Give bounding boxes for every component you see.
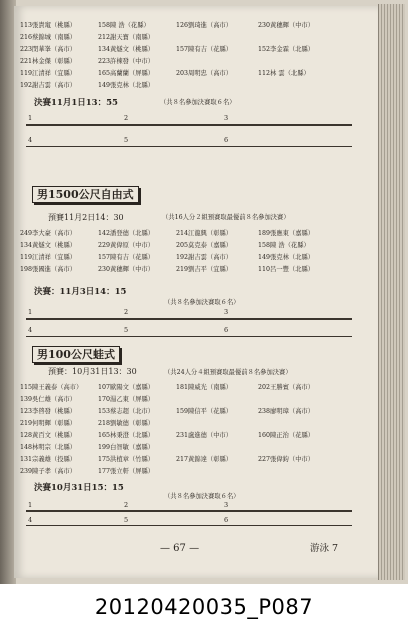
image-caption: 20120420035_P087 [94,595,314,619]
entry: 217黃錦達（彰縣） [176,456,233,463]
event-title: 男1500公尺自由式 [32,186,139,203]
entry: 157陳有吉（花縣） [176,46,233,53]
entry: 126劉琦進（高市） [176,22,233,29]
entry: 218劉敏德（彰縣） [98,420,155,427]
lane-number: 5 [124,516,129,524]
entry: 153蔡志超（北市） [98,408,155,415]
lane-number: 1 [28,114,33,122]
lane-divider [26,124,352,126]
entry: 107歐陽文（嘉縣） [98,384,155,391]
entry: 123李啓發（桃縣） [20,408,77,415]
entry-row [14,44,378,55]
lane-number: 3 [224,501,229,509]
entry-row [14,418,378,429]
entry: 139吳仁雄（高市） [20,396,77,403]
lane-number: 5 [124,326,129,334]
lane-number: 6 [224,326,229,334]
final-time: 決賽11月1日13：55 [34,98,118,108]
entry: 198張國進（高市） [20,266,77,273]
lane-number: 4 [28,136,33,144]
entry-row [14,68,378,79]
entry: 112林 雲（北縣） [258,70,310,77]
entry: 158陳 浩（花縣） [258,242,310,249]
final-note: （共８名參加決賽取６名） [164,299,240,306]
entry-row [14,454,378,465]
entry: 159陳信平（花縣） [176,408,233,415]
lane-number: 2 [124,308,129,316]
heat-time: 預賽：10月31日13：30 [48,367,137,376]
entry: 219劉吉平（宜縣） [176,266,233,273]
entry: 214江龍興（彰縣） [176,230,233,237]
entry: 134黃燧文（桃縣） [20,242,77,249]
heat-note: （共16人分２組預賽取最優前８名參加決賽） [162,214,290,221]
lane-number: 6 [224,516,229,524]
entry-row [14,80,378,91]
entry: 115陳王義泰（高市） [20,384,83,391]
entry-row [14,240,378,251]
entry: 189張應東（嘉縣） [258,230,315,237]
final-lanes [14,500,378,542]
final-note: （共８名參加決賽取６名） [160,99,236,106]
entry: 239陳子孝（高市） [20,468,77,475]
entry: 249李大豪（高市） [20,230,77,237]
lane-number: 6 [224,136,229,144]
heat-time: 預賽11月2日14：30 [48,213,124,222]
final-time: 決賽：11月3日14：15 [34,287,127,297]
entry: 216蔡錦城（南縣） [20,34,77,41]
entry: 230黃穗輝（中市） [98,266,155,273]
final-lanes [14,306,378,348]
entry: 219何明輝（彰縣） [20,420,77,427]
entry: 165林秉澄（北縣） [98,432,155,439]
entry: 149張克林（北縣） [258,254,315,261]
final-time: 決賽10月31日15：15 [34,483,124,493]
entry: 202王勝賓（高市） [258,384,315,391]
page-edges [378,4,405,580]
page-number: — 67 — [160,543,200,554]
entry-row [14,56,378,67]
entry: 157陳有吉（花縣） [98,254,155,261]
page [14,6,378,578]
lane-number: 1 [28,308,33,316]
entry: 177張立軒（屏縣） [98,468,155,475]
entry: 205莫克泰（嘉縣） [176,242,233,249]
section-label: 游泳 7 [310,543,339,554]
entry-row [14,264,378,275]
entry: 199白智敏（嘉縣） [98,444,155,451]
entry-row [14,394,378,405]
lane-number: 4 [28,326,33,334]
entry: 170湯乙東（屏縣） [98,396,155,403]
entry: 227張偉鈞（中市） [258,456,315,463]
lane-number: 2 [124,114,129,122]
lane-divider [26,318,352,320]
entry: 113張貴竃（桃縣） [20,22,77,29]
entry: 230黃穗輝（中市） [258,22,315,29]
entry: 119江清祥（宜縣） [20,70,77,77]
lane-number: 3 [224,308,229,316]
entry: 223閔華峯（高市） [20,46,77,53]
lane-divider [26,146,352,147]
entry: 148林明宗（北縣） [20,444,77,451]
entry: 131宗義雄（投縣） [20,456,77,463]
final-note: （共８名參加決賽取６名） [164,493,240,500]
entry: 152李金霖（北縣） [258,46,315,53]
entry: 231盧進德（中市） [176,432,233,439]
lane-number: 3 [224,114,229,122]
entry: 181陳威光（南縣） [176,384,233,391]
entry: 160陳正治（花縣） [258,432,315,439]
final-lanes [14,112,378,154]
event-title: 男100公尺蛙式 [32,346,120,363]
entry: 238廖明璋（高市） [258,408,315,415]
heat-note: （共24人分４組預賽取最優前８名參加決賽） [164,369,292,376]
entry-row [14,466,378,477]
entry-row [14,252,378,263]
entry-row [14,442,378,453]
entry: 175洪植章（竹縣） [98,456,155,463]
lane-number: 2 [124,501,129,509]
entry: 134黃燧文（桃縣） [98,46,155,53]
entry: 142潘登德（北縣） [98,230,155,237]
entry: 223許棟發（中市） [98,58,155,65]
entry: 128黃百文（桃縣） [20,432,77,439]
entry-row [14,228,378,239]
entry-row [14,32,378,43]
entry-row [14,382,378,393]
entry: 158陳 浩（花縣） [98,22,150,29]
entry: 229黃偉原（中市） [98,242,155,249]
lane-number: 1 [28,501,33,509]
entry: 203周明忠（高市） [176,70,233,77]
entry: 165高蘭蘭（屏縣） [98,70,155,77]
lane-divider [26,525,352,526]
entry: 149張克林（北縣） [98,82,155,89]
entry: 192謝吉雲（高市） [20,82,77,89]
entry-row [14,20,378,31]
entry: 212謝天寶（南縣） [98,34,155,41]
entry: 110呂一豐（北縣） [258,266,315,273]
lane-divider [26,510,352,512]
entry: 119江清祥（宜縣） [20,254,77,261]
entry-row [14,406,378,417]
entry: 221林金傑（彰縣） [20,58,77,65]
lane-number: 5 [124,136,129,144]
entry-row [14,430,378,441]
lane-divider [26,336,352,337]
lane-number: 4 [28,516,33,524]
entry: 192謝吉雲（高市） [176,254,233,261]
